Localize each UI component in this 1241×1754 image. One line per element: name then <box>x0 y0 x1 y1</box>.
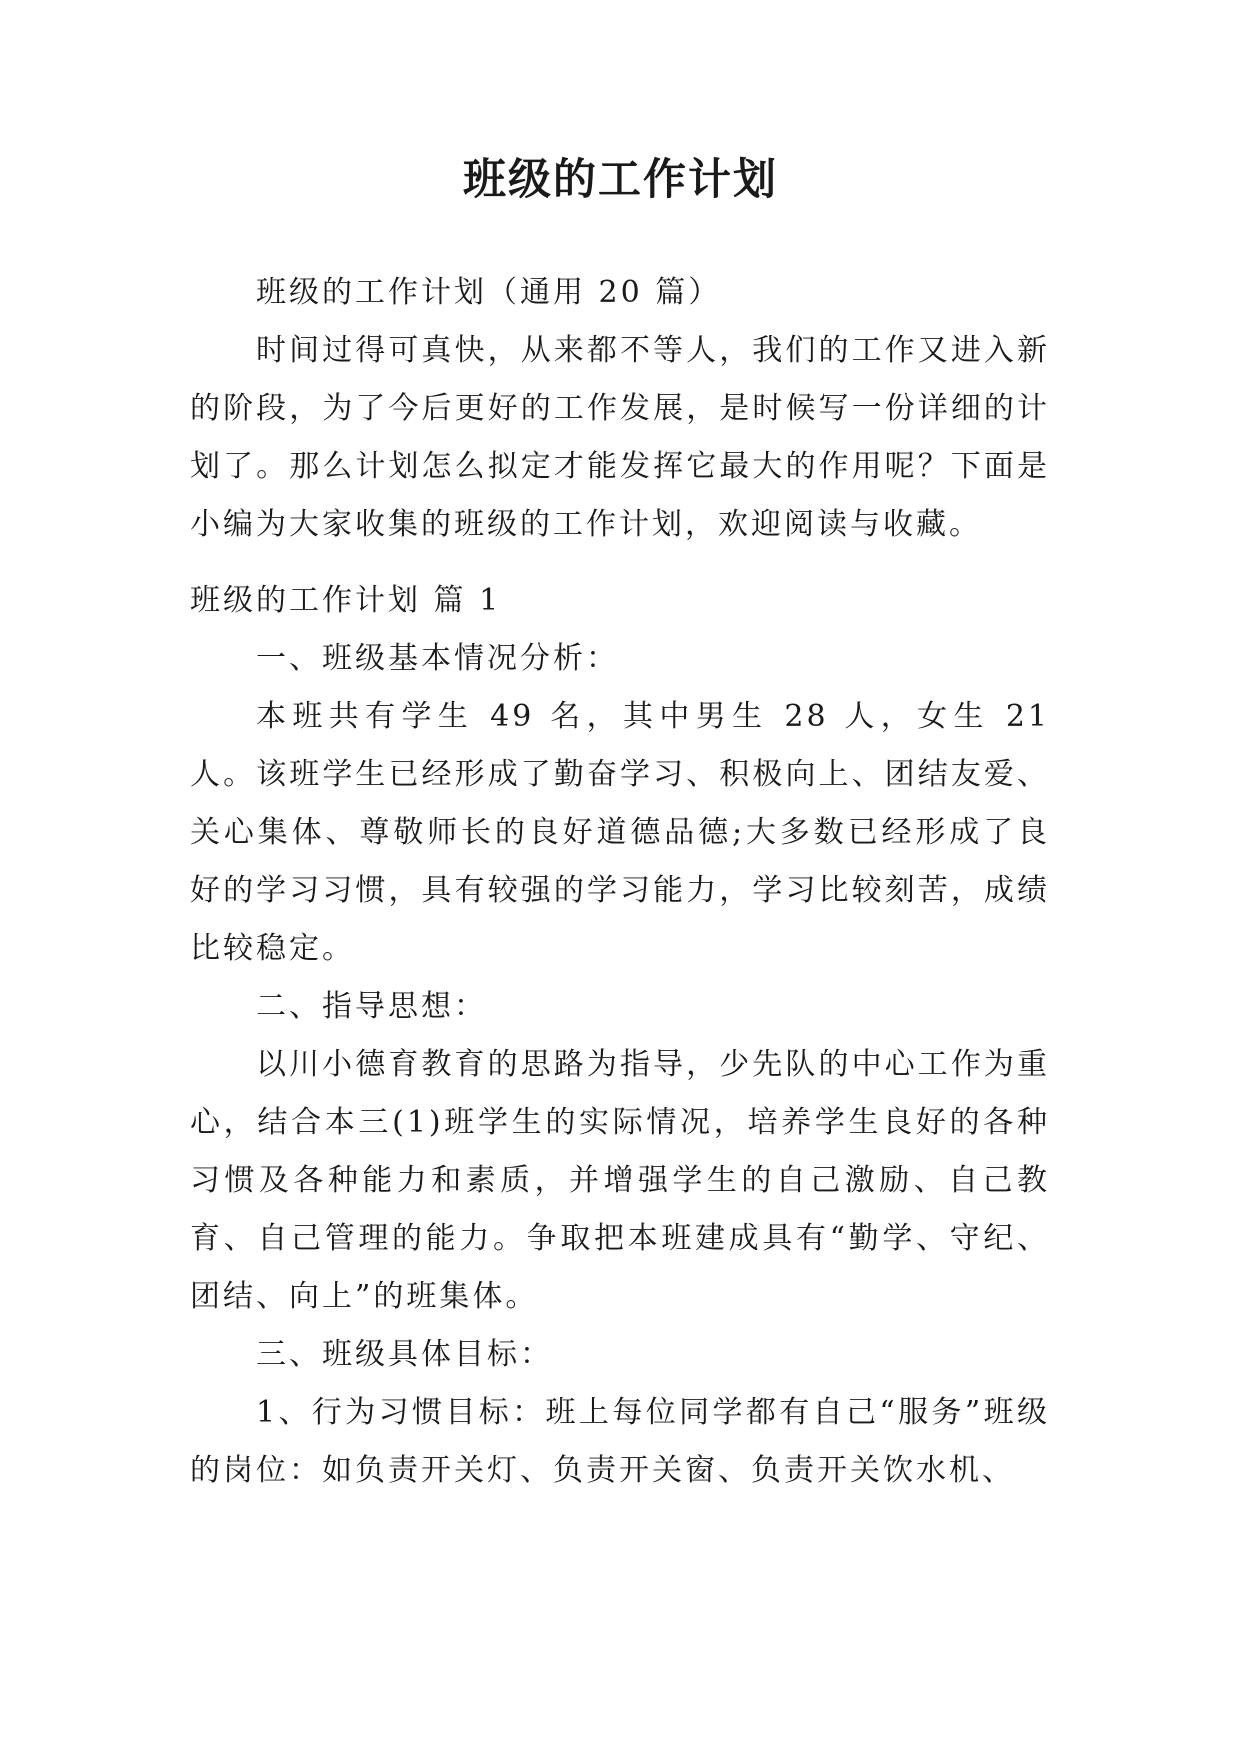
heading-guiding-ideology: 二、指导思想： <box>256 989 487 1024</box>
heading-situation-analysis: 一、班级基本情况分析： <box>256 641 619 676</box>
paragraph-behavior-goal: 1、行为习惯目标：班上每位同学都有自己“服务”班级的岗位：如负责开关灯、负责开关窗、负责开关饮水机、 <box>190 1395 1050 1488</box>
document-title: 班级的工作计划 <box>463 155 778 205</box>
section-title: 班级的工作计划 篇 1 <box>190 583 502 618</box>
heading-class-goals: 三、班级具体目标： <box>256 1337 553 1372</box>
intro-paragraph: 时间过得可真快，从来都不等人，我们的工作又进入新的阶段，为了今后更好的工作发展，是时候写一份详细的计划了。那么计划怎么拟定才能发挥它最大的作用呢？下面是小编为大家收集的班级的工作计划，欢迎阅读与收藏。 <box>190 333 1050 542</box>
section-block <box>190 572 1050 1500</box>
document-subtitle: 班级的工作计划（通用 20 篇） <box>256 275 722 310</box>
paragraph-ideology: 以川小德育教育的思路为指导，少先队的中心工作为重心，结合本三(1)班学生的实际情况，培养学生良好的各种习惯及各种能力和素质，并增强学生的自己激励、自己教育、自己管理的能力。争取把本班建成具有“勤学、守纪、团结、向上”的班集体。 <box>190 1047 1050 1314</box>
intro-block <box>190 264 1050 554</box>
paragraph-situation: 本班共有学生 49 名，其中男生 28 人，女生 21 人。该班学生已经形成了勤奋学习、积极向上、团结友爱、关心集体、尊敬师长的良好道德品德;大多数已经形成了良好的学习习惯，具有较强的学习能力，学习比较刻苦，成绩比较稳定。 <box>190 699 1050 966</box>
